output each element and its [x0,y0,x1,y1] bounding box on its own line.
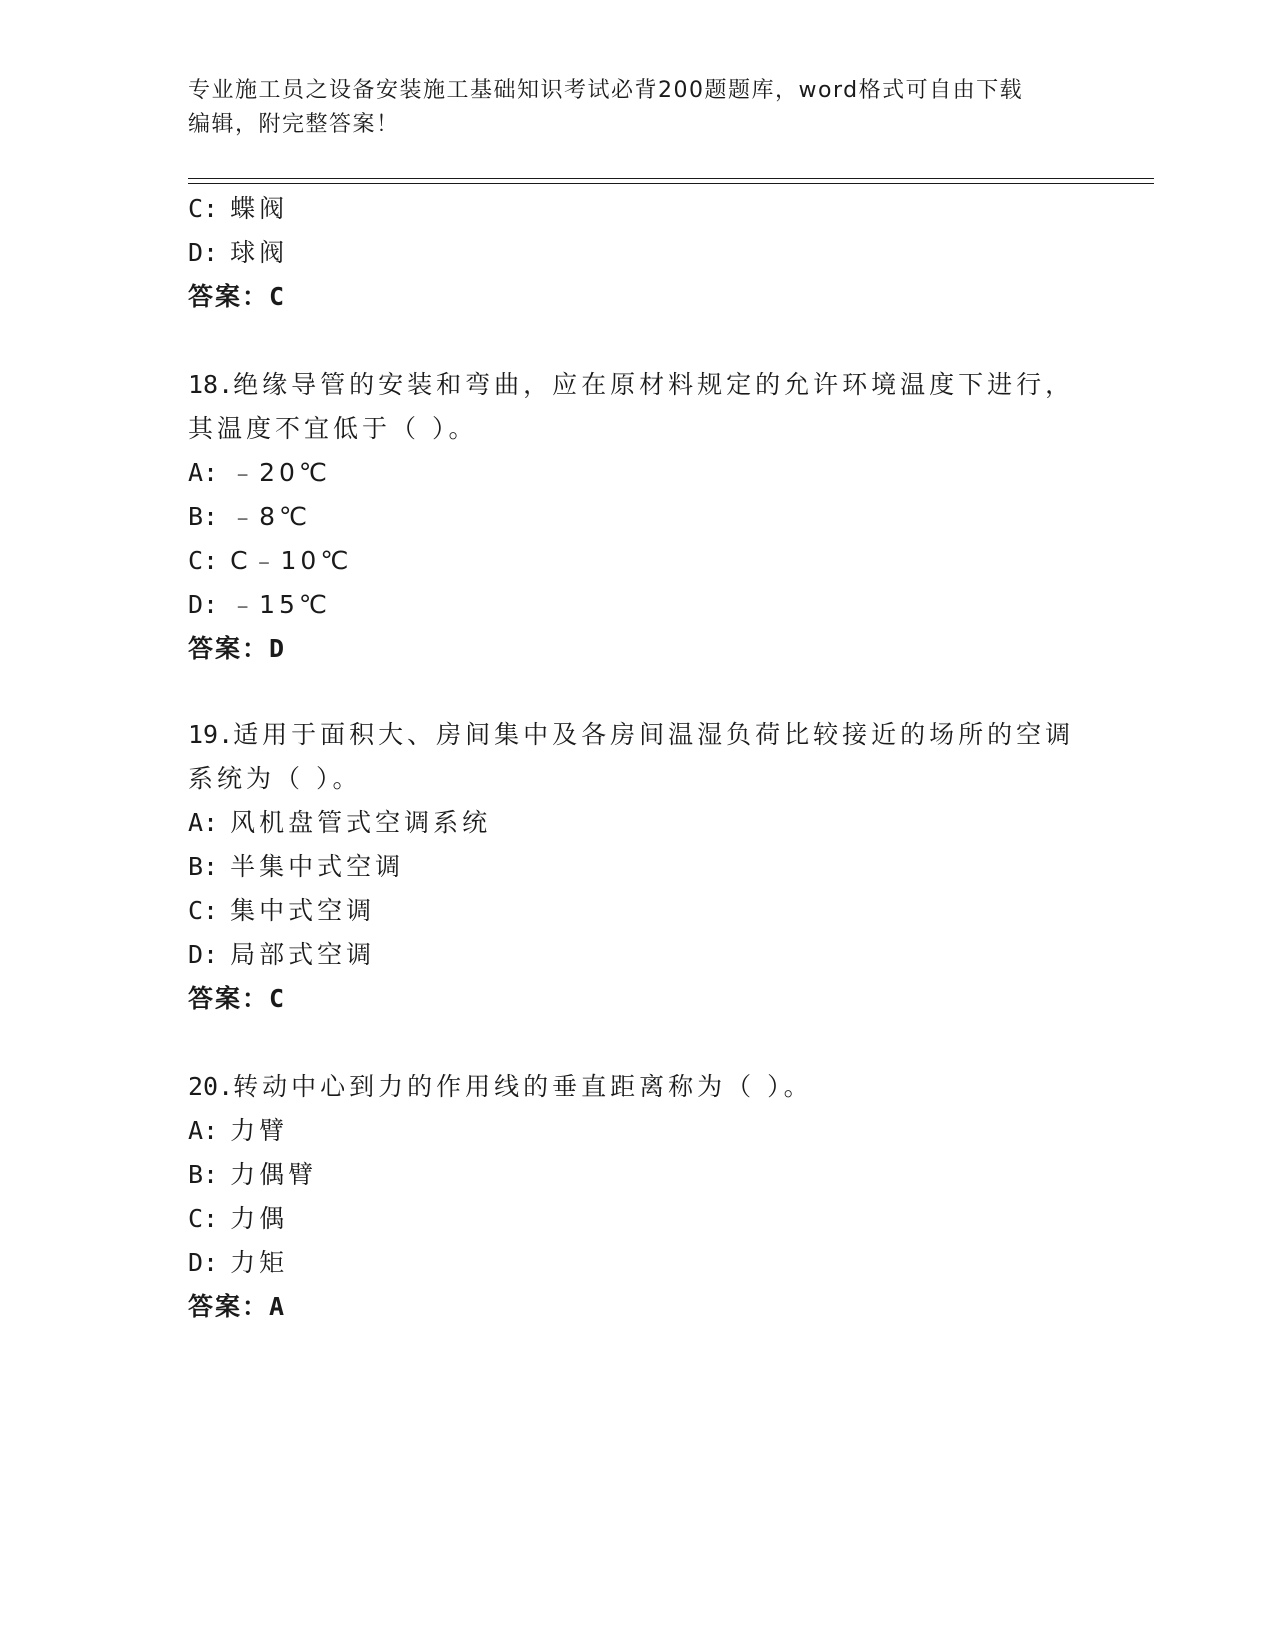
option-key: A: [188,1116,219,1145]
option-text: 风机盘管式空调系统 [230,808,492,837]
option-text: 蝶阀 [230,194,289,223]
header-divider-bottom [188,183,1154,184]
q20-option-c [188,1202,288,1236]
answer-label: 答案： [188,282,270,311]
answer-value: D [269,634,287,663]
option-key: D: [188,940,219,969]
option-key: B: [188,1160,219,1189]
option-key: D: [188,1248,219,1277]
option-text: C﹣10℃ [230,546,353,575]
option-text: 力臂 [230,1116,289,1145]
q18-option-c [188,544,352,578]
option-text: ﹣20℃ [230,458,331,487]
q20-stem-line-1 [188,1070,813,1104]
question-text: 绝缘导管的安装和弯曲，应在原材料规定的允许环境温度下进行， [233,370,1075,399]
q20-option-d [188,1246,288,1280]
question-number: 20. [188,1072,234,1101]
option-key: D: [188,590,219,619]
option-text: 力偶 [230,1204,289,1233]
option-text: 半集中式空调 [230,852,405,881]
option-key: C: [188,896,219,925]
option-key: B: [188,502,219,531]
q20-answer [188,1290,286,1324]
q19-answer [188,982,286,1016]
answer-label: 答案： [188,984,270,1013]
option-text: 集中式空调 [230,896,376,925]
option-key: A: [188,458,219,487]
q18-stem-line-1 [188,368,1074,402]
option-key: A: [188,808,219,837]
q19-option-c [188,894,375,928]
q20-option-b [188,1158,317,1192]
header-line-2: 编辑，附完整答案！ [188,112,400,137]
header-divider-top [188,178,1154,179]
answer-value: C [269,984,287,1013]
q19-stem-line-2: 系统为（ ）。 [188,764,362,793]
q18-stem-line-2: 其温度不宜低于（ ）。 [188,414,478,443]
option-text: 力矩 [230,1248,289,1277]
option-key: C: [188,194,219,223]
q19-stem-line-1 [188,718,1074,752]
answer-value: C [269,282,287,311]
question-number: 19. [188,720,234,749]
answer-label: 答案： [188,634,270,663]
question-number: 18. [188,370,234,399]
q18-option-d [188,588,331,622]
q19-option-d [188,938,375,972]
q18-option-b [188,500,311,534]
answer-label: 答案： [188,1292,270,1321]
question-text: 适用于面积大、房间集中及各房间温湿负荷比较接近的场所的空调 [233,720,1075,749]
header-line-1: 专业施工员之设备安装施工基础知识考试必背200题题库，word格式可自由下载 [188,78,1024,103]
q18-answer [188,632,286,666]
option-key: C: [188,546,219,575]
option-text: ﹣15℃ [230,590,331,619]
q18-option-a [188,456,331,490]
q19-option-b [188,850,404,884]
q19-option-a [188,806,491,840]
q20-option-a [188,1114,288,1148]
q17-option-c [188,192,288,226]
option-text: 力偶臂 [230,1160,318,1189]
option-text: 球阀 [230,238,289,267]
option-key: D: [188,238,219,267]
option-key: B: [188,852,219,881]
option-text: ﹣8℃ [230,502,312,531]
option-key: C: [188,1204,219,1233]
q17-answer [188,280,286,314]
option-text: 局部式空调 [230,940,376,969]
question-text: 转动中心到力的作用线的垂直距离称为（ ）。 [233,1072,813,1101]
q17-option-d [188,236,288,270]
document-header [188,74,1068,142]
answer-value: A [269,1292,287,1321]
